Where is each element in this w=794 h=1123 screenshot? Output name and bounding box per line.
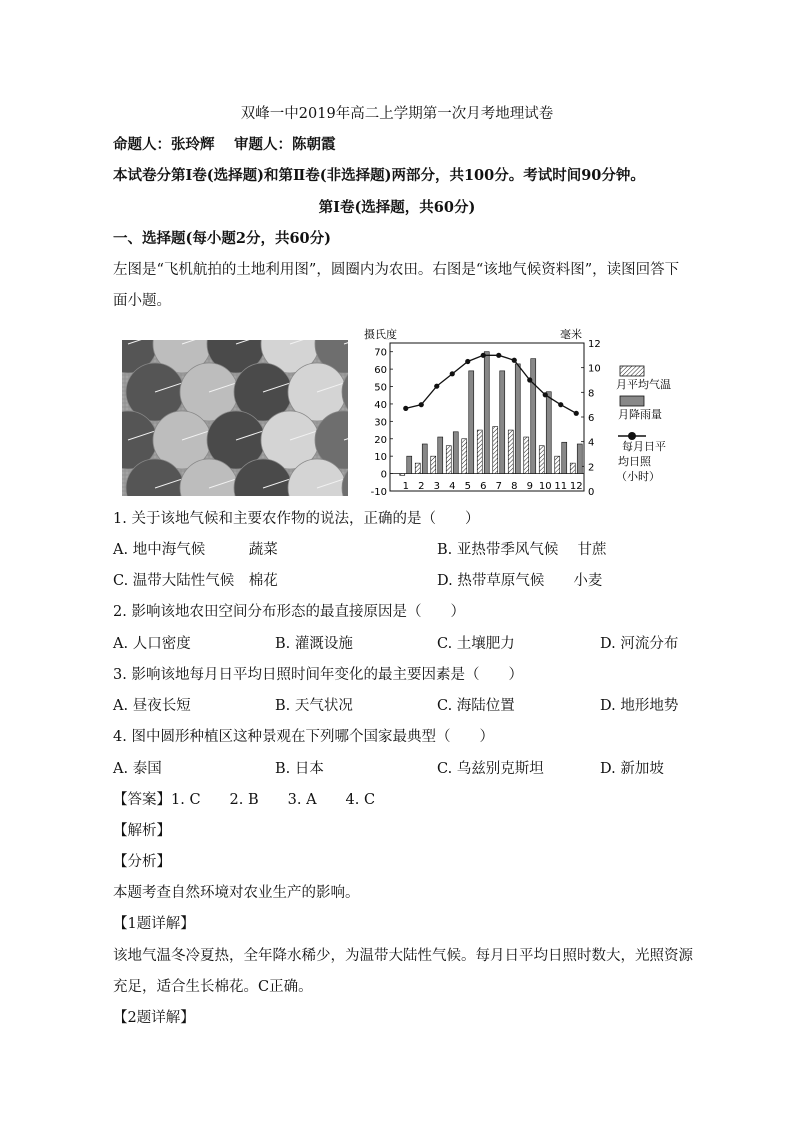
left-tick-label: 70	[374, 347, 387, 359]
sunshine-point	[465, 359, 470, 364]
month-label: 2	[418, 481, 425, 492]
question-1-option-b: B. 亚热带季风气候 甘蔗	[437, 542, 607, 558]
part-one-title: 第Ⅰ卷(选择题，共60分)	[318, 199, 476, 216]
month-label: 11	[554, 481, 568, 492]
left-axis-label: 摄氏度	[364, 328, 397, 341]
rainfall-bar	[469, 371, 474, 474]
question-3-option-c: C. 海陆位置	[437, 698, 515, 714]
temperature-bar	[415, 463, 420, 473]
temperature-bar	[446, 446, 451, 474]
question-1-option-d: D. 热带草原气候 小麦	[437, 573, 603, 589]
right-tick-label: 0	[588, 487, 595, 498]
sunshine-point	[481, 353, 486, 358]
legend-sun-line1: 每月日平	[622, 440, 666, 453]
climate-chart	[362, 326, 682, 498]
q1-detail-heading: 【1题详解】	[113, 916, 195, 932]
legend-sun-line3: （小时）	[616, 470, 660, 483]
temperature-bar	[400, 474, 405, 476]
question-2-option-c: C. 土壤肥力	[437, 636, 515, 652]
question-1-option-c: C. 温带大陆性气候 棉花	[113, 573, 278, 589]
temperature-bar	[477, 430, 482, 474]
question-3-option-d: D. 地形地势	[600, 698, 679, 714]
sunshine-point	[496, 353, 501, 358]
left-tick-label: 50	[374, 382, 387, 394]
month-label: 1	[402, 481, 409, 492]
question-4-option-a: A. 泰国	[113, 761, 162, 777]
rainfall-bar	[531, 359, 536, 474]
q1-detail-line-1: 该地气温冬冷夏热，全年降水稀少，为温带大陆性气候。每月日平均日照时数大，光照资源	[113, 948, 693, 964]
left-tick-label: 30	[374, 417, 387, 429]
sunshine-point	[512, 358, 517, 363]
question-1-stem: 1. 关于该地气候和主要农作物的说法，正确的是（ ）	[113, 511, 480, 527]
sunshine-point	[419, 402, 424, 407]
rainfall-bar	[515, 364, 520, 474]
answer-label: 【答案】	[113, 792, 171, 808]
month-label: 5	[464, 481, 471, 492]
month-label: 12	[569, 481, 583, 492]
month-label: 10	[538, 481, 552, 492]
legend-rain-label: 月降雨量	[618, 408, 662, 421]
answer-text: 1. C 2. B 3. A 4. C	[171, 792, 376, 808]
page-title: 双峰一中2019年高二上学期第一次月考地理试卷	[240, 106, 554, 122]
rainfall-bar	[577, 444, 582, 474]
sunshine-point	[434, 384, 439, 389]
question-3-option-b: B. 天气状况	[275, 698, 353, 714]
month-label: 8	[511, 481, 518, 492]
right-tick-label: 2	[588, 462, 595, 474]
right-tick-label: 4	[588, 437, 595, 449]
left-tick-label: 20	[374, 434, 387, 446]
month-label: 9	[526, 481, 533, 492]
authors-line: 命题人：张玲辉 审题人：陈朝霞	[113, 136, 336, 153]
legend-rain-swatch	[620, 396, 644, 406]
sunshine-point	[558, 402, 563, 407]
rainfall-bar	[438, 437, 443, 474]
analysis-heading: 【解析】	[113, 823, 171, 839]
legend-sun-line2: 均日照	[618, 455, 651, 468]
q2-detail-heading: 【2题详解】	[113, 1010, 195, 1026]
month-label: 3	[433, 481, 440, 492]
section-one-heading: 一、选择题(每小题2分，共60分)	[113, 230, 331, 247]
question-2-option-a: A. 人口密度	[113, 636, 191, 652]
question-3-option-a: A. 昼夜长短	[113, 698, 191, 714]
prompt-line-2: 面小题。	[113, 293, 171, 309]
fenxi-text: 本题考查自然环境对农业生产的影响。	[113, 885, 360, 901]
left-tick-label: 60	[374, 365, 387, 377]
left-tick-label: -10	[370, 487, 387, 498]
month-label: 7	[495, 481, 502, 492]
question-2-stem: 2. 影响该地农田空间分布形态的最直接原因是（ ）	[113, 604, 465, 620]
month-label: 6	[480, 481, 487, 492]
right-tick-label: 8	[588, 388, 595, 400]
fenxi-heading: 【分析】	[113, 854, 171, 870]
intro-line: 本试卷分第Ⅰ卷(选择题)和第Ⅱ卷(非选择题)两部分，共100分。考试时间90分钟。	[113, 167, 645, 184]
sunshine-point	[574, 411, 579, 416]
temperature-bar	[508, 430, 513, 474]
left-tick-label: 10	[374, 452, 387, 464]
aerial-farmland-photo	[122, 340, 348, 496]
question-4-option-c: C. 乌兹别克斯坦	[437, 761, 544, 777]
question-2-option-d: D. 河流分布	[600, 636, 679, 652]
rainfall-bar	[407, 456, 412, 473]
question-4-stem: 4. 图中圆形种植区这种景观在下列哪个国家最典型（ ）	[113, 729, 494, 745]
rainfall-bar	[562, 442, 567, 473]
temperature-bar	[570, 463, 575, 473]
question-1-option-a: A. 地中海气候 蔬菜	[113, 542, 278, 558]
temperature-bar	[431, 456, 436, 473]
rainfall-bar	[546, 392, 551, 474]
q1-detail-line-2: 充足，适合生长棉花。C正确。	[113, 979, 313, 995]
question-4-option-b: B. 日本	[275, 761, 324, 777]
temperature-bar	[462, 439, 467, 474]
legend-temp-label: 月平均气温	[616, 378, 671, 391]
question-4-option-d: D. 新加坡	[600, 761, 664, 777]
rainfall-bar	[422, 444, 427, 474]
legend-sun-dot	[628, 432, 636, 440]
answer-line	[113, 790, 375, 810]
rainfall-bar	[500, 371, 505, 474]
left-tick-label: 40	[374, 399, 387, 411]
rainfall-bar	[484, 352, 489, 474]
left-tick-label: 0	[380, 469, 387, 481]
right-tick-label: 10	[588, 363, 601, 375]
temperature-bar	[524, 437, 529, 474]
sunshine-point	[543, 392, 548, 397]
legend-temp-swatch	[620, 366, 644, 376]
question-3-stem: 3. 影响该地每月日平均日照时间年变化的最主要因素是（ ）	[113, 667, 523, 683]
temperature-bar	[555, 456, 560, 473]
temperature-bar	[493, 427, 498, 474]
sunshine-point	[450, 371, 455, 376]
rainfall-bar	[453, 432, 458, 474]
sunshine-point	[527, 377, 532, 382]
month-label: 4	[449, 481, 456, 492]
sunshine-point	[403, 406, 408, 411]
temperature-bar	[539, 446, 544, 474]
right-tick-label: 12	[588, 339, 601, 350]
question-2-option-b: B. 灌溉设施	[275, 636, 353, 652]
prompt-line-1: 左图是“飞机航拍的土地利用图”，圆圈内为农田。右图是“该地气候资料图”，读图回答下	[113, 262, 680, 278]
right-axis-label: 毫米	[560, 328, 582, 341]
right-tick-label: 6	[588, 413, 595, 424]
